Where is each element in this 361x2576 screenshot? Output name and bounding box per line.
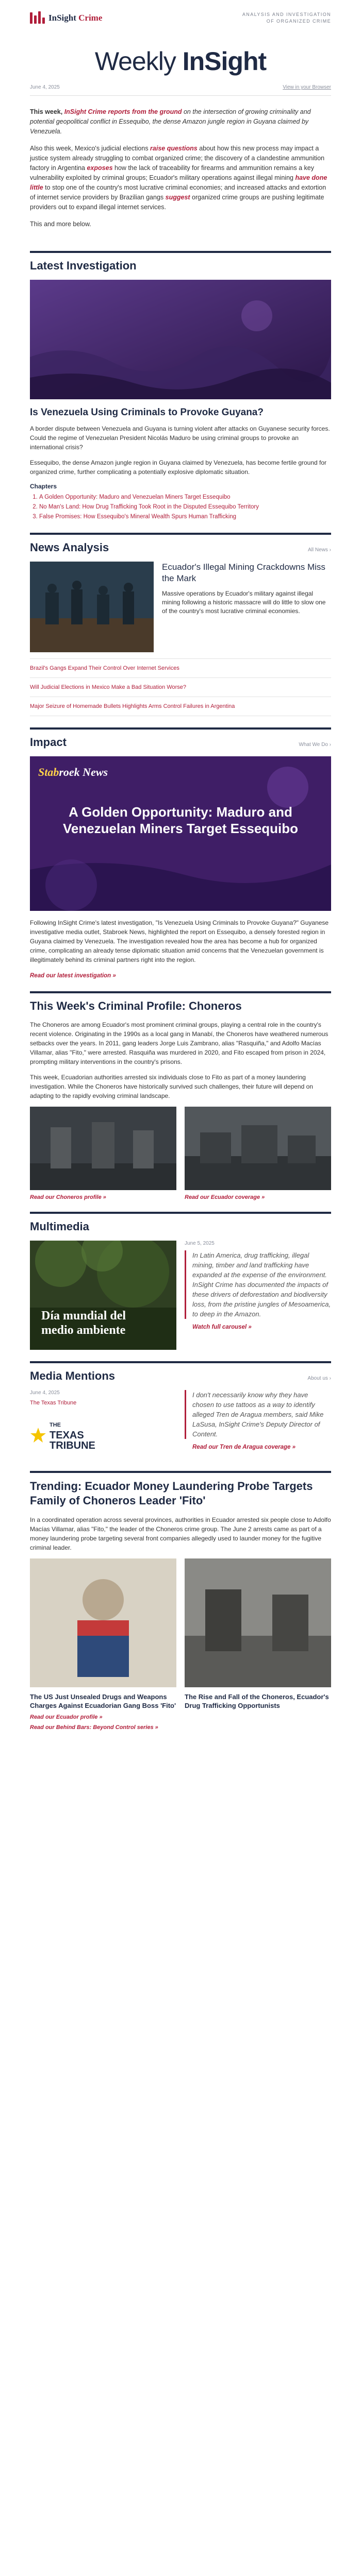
ecuador-profile-link[interactable]: Read our Ecuador profile »	[30, 1714, 103, 1720]
issue-date: June 4, 2025	[30, 84, 60, 90]
chapter-link[interactable]: False Promises: How Essequibo's Mineral Wealth Spurs Human Trafficking	[39, 514, 237, 520]
intro-link-suggest[interactable]: suggest	[165, 194, 190, 201]
media-outlet-name[interactable]: The Texas Tribune	[30, 1400, 77, 1406]
profile-text-1: The Choneros are among Ecuador's most prominent criminal groups, playing a central role in the country's recent violence. Originating in the 1990s as a local gang in Manabí, the Choneros have weathered numerous setbacks over the years. In 2011, gang leaders Jorge Luis Zambrano, alias "Rasquiña," and Adolfo Macías Villamar, alias "Fito," were arrested. Rasquiña was murdered in 2020, and Fito escaped from prison in 2024, prompting military interventions in the country's prisons.	[30, 1021, 329, 1065]
chapters-list	[30, 483, 331, 521]
media-date: June 4, 2025	[30, 1390, 60, 1396]
trending-header	[30, 1473, 331, 1515]
multimedia-text	[185, 1241, 331, 1350]
masthead	[30, 36, 331, 81]
about-us-link[interactable]: About us ›	[307, 1376, 331, 1381]
news-link[interactable]: Brazil's Gangs Expand Their Control Over Internet Services	[30, 659, 331, 678]
texas-tribune-wordmark: THE TEXAS TRIBUNE	[50, 1422, 95, 1451]
ecuador-coverage-image[interactable]	[185, 1107, 331, 1190]
multimedia-date: June 5, 2025	[185, 1241, 215, 1246]
media-quote-block	[185, 1390, 331, 1460]
intro-link-reports[interactable]: InSight Crime reports from the ground	[64, 108, 182, 115]
news-link[interactable]: Will Judicial Elections in Mexico Make a Bad Situation Worse?	[30, 678, 331, 697]
trending-links	[30, 1714, 331, 1731]
criminal-profile-header	[30, 993, 331, 1020]
date-bar	[30, 81, 331, 96]
texas-tribune-logo	[30, 1411, 102, 1460]
logo-text: InSight Crime	[48, 13, 103, 23]
trending-text: In a coordinated operation across several provinces, authorities in Ecuador arrested six people close to Adolfo Macías Villamar, alias "Fito," the leader of the Choneros crime group. The June 2 arrests came as part of a money laundering probe targeting several front companies allegedly used to launder money for the fugitive criminal leader.	[30, 1516, 331, 1551]
choneros-profile-image[interactable]	[30, 1107, 176, 1190]
impact-image[interactable]	[30, 756, 331, 911]
stabroek-brand: Stabroek News	[38, 766, 108, 778]
profile-images	[30, 1107, 331, 1200]
media-quote: I don't necessarily know why they have chosen to use tattoos as a way to identify alleged Tren de Aragua members, said Mike LaSusa, InSight Crime's Deputy Director of Content.	[185, 1390, 331, 1439]
impact-image-headline: A Golden Opportunity: Maduro and Venezuelan Miners Target Essequibo	[62, 804, 299, 836]
impact-header	[30, 730, 331, 756]
profile-card	[185, 1107, 331, 1200]
ecuador-coverage-link[interactable]: Read our Ecuador coverage »	[185, 1194, 265, 1200]
intro	[30, 96, 331, 242]
impact-text: Following InSight Crime's latest investigation, "Is Venezuela Using Criminals to Provoke Guyana?" Guyanese investigative media outlet, Stabroek News, highlighted the report on Essequibo, a densely forested region in Guyana claimed by Venezuela. The investigation revealed how the area has become a hub for organized crime, complicating an already tense diplomatic situation amid concerns that the Venezuelan government is illegitimately behind its criminal partners right into the region.	[30, 919, 329, 963]
intro-link-questions[interactable]: raise questions	[150, 145, 198, 152]
investigation-title[interactable]: Is Venezuela Using Criminals to Provoke Guyana?	[30, 407, 264, 418]
logo-mark-icon	[30, 11, 45, 25]
media-mentions-header	[30, 1363, 331, 1390]
trending-card-image	[30, 1558, 176, 1687]
news-analysis-header	[30, 535, 331, 562]
investigation-hero-image[interactable]	[30, 280, 331, 399]
news-link-list	[30, 658, 331, 716]
media-mention-item	[30, 1390, 331, 1460]
section-title: Multimedia	[30, 1220, 89, 1233]
news-link[interactable]: Major Seizure of Homemade Bullets Highlights Arms Control Failures in Argentina	[30, 697, 331, 716]
trending-card-image	[185, 1558, 331, 1687]
news-feature-text	[162, 562, 331, 652]
view-in-browser-link[interactable]: View in your Browser	[283, 84, 331, 90]
profile-text-2: This week, Ecuadorian authorities arrested six individuals close to Fito as part of a money laundering investigation. While the Choneros have historically survived such challenges, their future will depend on adapting to the rapidly evolving criminal landscape.	[30, 1074, 313, 1099]
section-title: Trending: Ecuador Money Laundering Probe Targets Family of Choneros Leader 'Fito'	[30, 1480, 313, 1507]
section-title: Impact	[30, 736, 67, 749]
chapter-item	[39, 513, 331, 521]
trending-card[interactable]	[185, 1558, 331, 1710]
intro-link-exposes[interactable]: exposes	[87, 164, 113, 172]
trending-card-title: The Rise and Fall of the Choneros, Ecuador's Drug Trafficking Opportunists	[185, 1693, 329, 1709]
watch-carousel-link[interactable]: Watch full carousel »	[192, 1324, 252, 1330]
header-tagline: ANALYSIS AND INVESTIGATION OF ORGANIZED CRIME	[242, 12, 331, 24]
intro-link-done-little[interactable]: have done little	[30, 174, 327, 191]
chapter-link[interactable]: A Golden Opportunity: Maduro and Venezuelan Miners Target Essequibo	[39, 494, 231, 500]
latest-investigation-header	[30, 253, 331, 280]
all-news-link[interactable]: All News ›	[307, 547, 331, 553]
section-title: Latest Investigation	[30, 259, 137, 272]
impact-read-more-link[interactable]: Read our latest investigation »	[30, 973, 116, 979]
chapter-link[interactable]: No Man's Land: How Drug Trafficking Took Root in the Disputed Essequibo Territory	[39, 504, 259, 510]
news-feature-desc: Massive operations by Ecuador's military against illegal mining following a historic massacre will do little to slow one of the country's most lucrative criminal economies.	[162, 590, 326, 615]
section-title: News Analysis	[30, 541, 109, 554]
multimedia-quote: In Latin America, drug trafficking, illegal mining, timber and land trafficking have expanded at the expense of the environment. InSight Crime has documented the impacts of these drivers of deforestation and biodiversity loss, from the pristine jungles of Mesoamerica, to deep in the Amazon.	[185, 1250, 331, 1319]
section-title: Media Mentions	[30, 1369, 116, 1382]
trending-card[interactable]	[30, 1558, 176, 1710]
choneros-profile-link[interactable]: Read our Choneros profile »	[30, 1194, 106, 1200]
media-outlet	[30, 1390, 176, 1460]
multimedia-feature	[30, 1241, 331, 1350]
multimedia-image[interactable]	[30, 1241, 176, 1350]
multimedia-image-text: Día mundial del medio ambiente	[41, 1309, 126, 1337]
investigation-text-1: A border dispute between Venezuela and Guyana is turning violent after attacks on Guyanese security forces. Could the regime of Venezuelan President Nicolás Maduro be using criminal groups to provoke an international crisis?	[30, 425, 330, 451]
tren-de-aragua-link[interactable]: Read our Tren de Aragua coverage »	[192, 1444, 296, 1450]
intro-paragraph-3: This and more below.	[30, 221, 91, 228]
trending-cards	[30, 1558, 331, 1710]
chapter-item	[39, 493, 331, 502]
multimedia-header	[30, 1214, 331, 1241]
news-feature-title[interactable]: Ecuador's Illegal Mining Crackdowns Miss the Mark	[162, 562, 325, 583]
star-icon	[30, 1427, 46, 1444]
profile-card	[30, 1107, 176, 1200]
chapters-label: Chapters	[30, 483, 57, 490]
top-bar	[0, 0, 361, 36]
news-feature	[30, 562, 331, 652]
what-we-do-link[interactable]: What We Do ›	[299, 742, 331, 748]
trending-card-title: The US Just Unsealed Drugs and Weapons Charges Against Ecuadorian Gang Boss 'Fito'	[30, 1693, 176, 1709]
intro-paragraph-2: Also this week, Mexico's judicial elections raise questions about how this new process may impact a justice system already struggling to combat organized crime; the discovery of a clandestine ammunition factory in Argentina exposes how the lack of traceability for firearms and ammunition remains a key vulnerability exploited by criminal groups; Ecuador's military operations against illegal mining have done little to stop one of the country's most lucrative criminal economies; and increased attacks and extortion of internet service providers by Brazilian gangs suggest organized crime groups are pushing legitimate providers out to expand illegal internet services.	[30, 145, 327, 211]
brand-logo[interactable]	[30, 11, 102, 25]
news-feature-image[interactable]	[30, 562, 154, 652]
chapter-item	[39, 503, 331, 512]
investigation-text-2: Essequibo, the dense Amazon jungle region in Guyana claimed by Venezuela, has become fertile ground for organized crime, further complicating a potentially explosive diplomatic situation.	[30, 459, 327, 476]
behind-bars-link[interactable]: Read our Behind Bars: Beyond Control series »	[30, 1724, 158, 1731]
section-title: This Week's Criminal Profile: Choneros	[30, 999, 242, 1012]
masthead-title: Weekly InSight	[94, 47, 267, 76]
intro-paragraph-1: This week, InSight Crime reports from the ground on the intersection of growing criminality and potential geopolitical conflict in Essequibo, the dense Amazon jungle region in Guyana claimed by Venezuela.	[30, 108, 311, 135]
